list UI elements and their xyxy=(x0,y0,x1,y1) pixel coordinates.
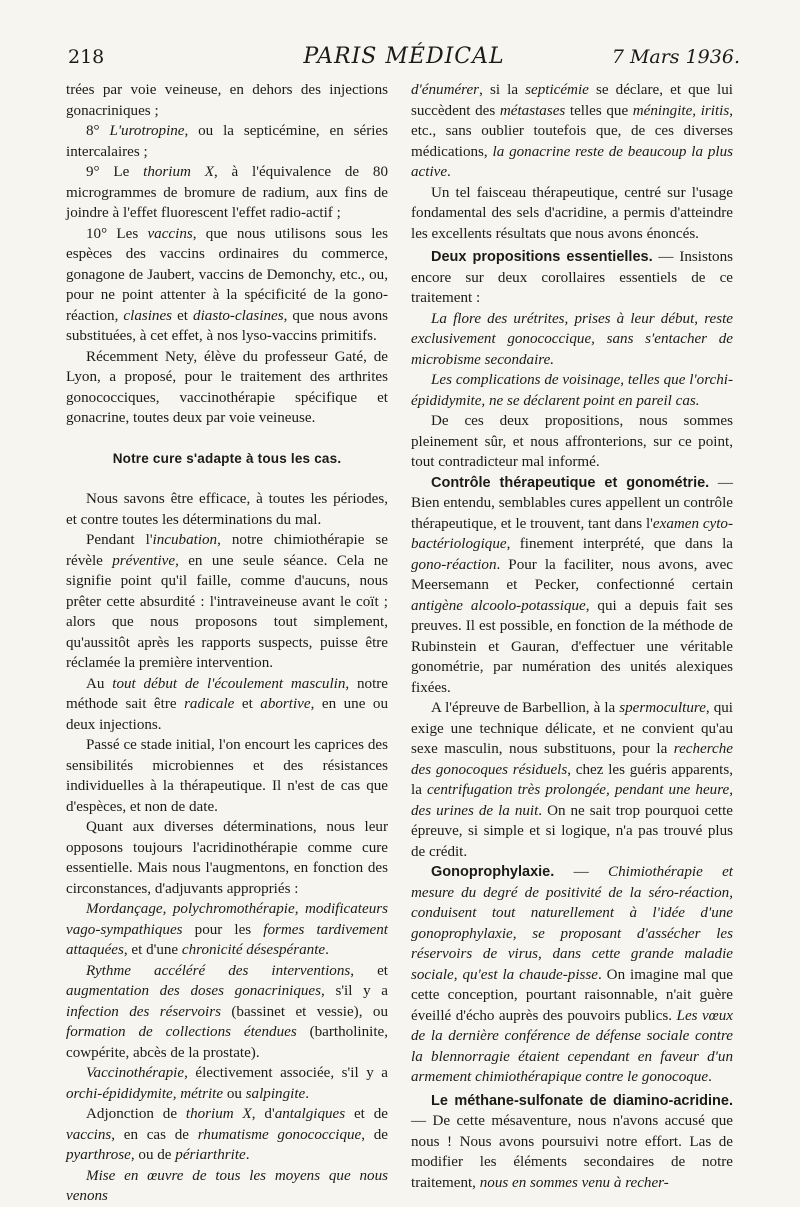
paragraph: De ces deux propositions, nous sommes pleinement sûr, et nous affronterions, sur ce point, tout contradicteur mal informé. xyxy=(411,413,733,470)
paragraph: Le méthane-sulfonate de diamino-acridine. — De cette mésaventure, nous n'avons accusé que nous ! Nous avons poursuivi notre effort. Las de modifier les éléments secondaires de notre traitement, nous en sommes venu à recher- xyxy=(411,1092,733,1191)
paragraph: Au tout début de l'écoulement masculin, notre méthode sait être radicale et abortive, en une ou deux injections. xyxy=(66,675,389,733)
right-column xyxy=(411,80,733,1193)
journal-title: PARIS MÉDICAL xyxy=(303,44,505,69)
paragraph: 10° Les vaccins, que nous utilisons sous les espèces des vaccins ordinaires du commerce, gonagone de Jaubert, vaccins de Demonchy, etc., ou, pour ne point attenter à la spécificité de la gono-réaction, clasines et diasto-clasines, que nous avons substituées, à cet effet, à nos lyso-vaccins primitifs. xyxy=(66,225,388,344)
paragraph: d'énumérer, si la septicémie se déclare, et que lui succèdent des métastases telles que méningite, iritis, etc., sans oublier toutefois que, de ces diverses médications, la gonacrine reste de beaucoup la plus active. xyxy=(411,82,733,180)
quote: Les complications de voisinage, telles que l'orchi-épididymite, ne se déclarent point en pareil cas. xyxy=(411,372,733,409)
paragraph: Mordançage, polychromothérapie, modificateurs vago-sympathiques pour les formes tardivement attaquées, et d'une chronicité désespérante. xyxy=(66,901,388,958)
page-header xyxy=(68,44,740,74)
section-heading: Notre cure s'adapte à tous les cas. xyxy=(112,450,342,466)
quote: La flore des urétrites, prises à leur début, reste exclusivement gonococcique, sans s'entacher de microbisme secondaire. xyxy=(411,310,733,368)
paragraph: Contrôle thérapeutique et gonométrie. — Bien entendu, semblables cures appellent un contrôle thérapeutique, et le trouvent, tant dans l'examen cyto-bactériologique, finement interprété, que dans la gono-réaction. Pour la faciliter, nous avons, avec Meersemann et Pecker, confectionné certain antigène alcoolo-potassique, qui a depuis fait ses preuves. Il est possible, en fonction de la méthode de Rubinstein et Gauran, d'effectuer une véritable gonométrie, par numération des unités alexiques fixées. xyxy=(411,474,733,696)
paragraph: Gonoprophylaxie. — Chimiothérapie et mesure du degré de positivité de la séro-réaction, conduisent tout naturellement à l'idée d'une gonoprophylaxie, se proposant d'assécher les réservoirs de virus, dans cette grande maladie sociale, qu'est la chaude-pisse. On imagine mal que cette conception, pourtant raisonnable, n'ait guère éveillé d'écho auprès des pouvoirs publics. Les vœux de la dernière conférence de défense sociale contre la blennorragie étaient cependant en faveur d'un armement chimiothérapique contre le gonocoque. xyxy=(411,864,734,1085)
run-in-heading: Gonoprophylaxie. xyxy=(431,864,555,880)
paragraph: 8° L'urotropine, ou la septicémine, en séries intercalaires ; xyxy=(66,123,388,160)
paragraph: Adjonction de thorium X, d'antalgiques et de vaccins, en cas de rhumatisme gonococcique, de pyarthrose, ou de périarthrite. xyxy=(66,1106,388,1163)
paragraph: Nous savons être efficace, à toutes les périodes, et contre toutes les déterminations du mal. xyxy=(66,491,388,528)
paragraph: Pendant l'incubation, notre chimiothérapie se révèle préventive, en une seule séance. Cela ne signifie point qu'il faille, comme d'aucuns, nous prêter cette absurdité : l'intraveineuse avant le coït ; alors que nous proposons tout simplement, qu'aussitôt après les rapports suspects, puisse être réclamée la première intervention. xyxy=(66,532,388,671)
paragraph: Rythme accéléré des interventions, et augmentation des doses gonacriniques, s'il y a infection des réservoirs (bassinet et vessie), ou formation de collections étendues (bartholinite, cowpérite, abcès de la prostate). xyxy=(66,962,388,1061)
paragraph: Quant aux diverses déterminations, nous leur opposons toujours l'acridinothérapie comme cure essentielle. Mais nous l'augmentons, en fonction des circonstances, d'adjuvants appropriés : xyxy=(66,819,388,897)
paragraph: Un tel faisceau thérapeutique, centré sur l'usage fondamental des sels d'acridine, a permis d'atteindre les excellents résultats que nous avons énoncés. xyxy=(411,184,733,242)
paragraph: 9° Le thorium X, à l'équivalence de 80 microgrammes de bromure de radium, aux fins de joindre à l'effet fluorescent l'effet radio-actif ; xyxy=(66,164,388,221)
issue-date: 7 Mars 1936. xyxy=(611,46,740,68)
paragraph: Mise en œuvre de tous les moyens que nous venons xyxy=(66,1167,388,1204)
paragraph: Passé ce stade initial, l'on encourt les caprices des sensibilités microbiennes et des résistances individuelles à la thérapeutique. Il n'est de cas que d'espèces, et non de date. xyxy=(66,737,388,815)
run-in-heading: Le méthane-sulfonate de diamino-acridine. xyxy=(431,1092,733,1109)
run-in-heading: Contrôle thérapeutique et gonométrie. xyxy=(431,474,710,491)
left-column xyxy=(66,80,388,1207)
paragraph: Vaccinothérapie, électivement associée, s'il y a orchi-épididymite, métrite ou salpingite. xyxy=(66,1065,388,1102)
run-in-heading: Deux propositions essentielles. xyxy=(431,249,653,265)
paragraph: Récemment Nety, élève du professeur Gaté, de Lyon, a proposé, pour le traitement des arthrites gonococciques, vaccinothérapie spécifique et gonacrine, toutes deux par voie veineuse. xyxy=(66,348,388,426)
paragraph: A l'épreuve de Barbellion, à la spermoculture, qui exige une technique délicate, et ne convient qu'au sexe masculin, nous substituons, pour la recherche des gonocoques résiduels, chez les guéris apparents, la centrifugation très prolongée, pendant une heure, des urines de la nuit. On ne sait trop pourquoi cette épreuve, si simple et si logique, n'a pas trouvé plus de crédit. xyxy=(411,700,733,860)
paragraph: trées par voie veineuse, en dehors des injections gonacriniques ; xyxy=(66,82,388,119)
paragraph: Deux propositions essentielles. — Insistons encore sur deux corollaires essentiels de ce traitement : xyxy=(411,249,733,306)
page-number: 218 xyxy=(68,46,105,68)
